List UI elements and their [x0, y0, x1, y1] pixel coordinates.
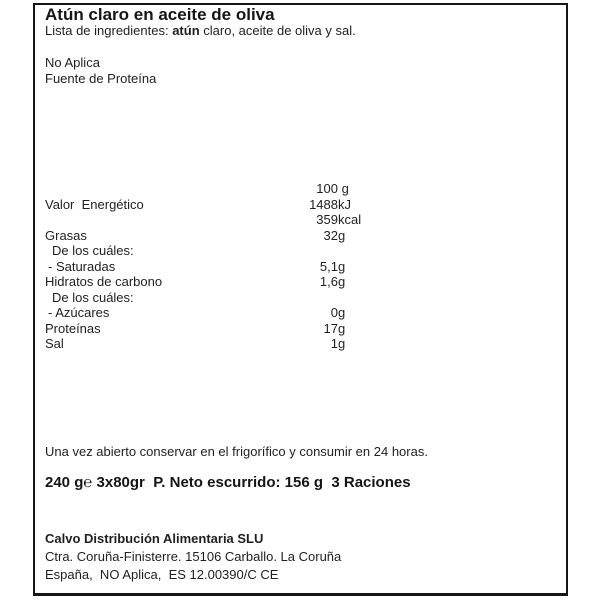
- nutrition-row-sugars: [45, 305, 558, 321]
- nutrition-label: Valor Energético: [45, 196, 144, 212]
- nutrition-label: - Azúcares: [48, 305, 110, 320]
- nutrition-unit: g: [338, 258, 346, 274]
- nutrition-value: 0: [330, 305, 338, 320]
- nutrition-unit: g: [338, 336, 346, 351]
- nutrition-value: 359: [316, 212, 338, 227]
- nutrition-row-carbs: [45, 274, 558, 290]
- nutrition-label: Sal: [45, 336, 64, 351]
- nutrition-unit: g: [338, 274, 346, 289]
- nutrition-row-protein: [45, 321, 558, 337]
- nutrition-unit: g: [338, 227, 346, 243]
- claim-protein-source: Fuente de Proteína: [45, 71, 157, 86]
- ingredients-suffix: claro, aceite de oliva y sal.: [199, 23, 356, 38]
- nutrition-table: [45, 181, 558, 352]
- nutrition-value: 32: [323, 227, 338, 243]
- nutrition-value: 1488: [309, 196, 338, 212]
- ingredients-allergen: atún: [172, 23, 200, 38]
- manufacturer-block: [45, 530, 341, 584]
- net-weight-line: 240 g℮ 3x80gr P. Neto escurrido: 156 g 3 Raciones: [45, 474, 411, 491]
- nutrition-header-value: 100: [316, 181, 338, 196]
- nutrition-label: De los cuáles:: [52, 289, 134, 305]
- nutrition-row-of-which-fat: [45, 243, 558, 259]
- nutrition-row-of-which-carbs: [45, 290, 558, 306]
- nutrition-header-unit: g: [338, 181, 349, 196]
- product-title: Atún claro en aceite de oliva: [45, 5, 275, 24]
- nutrition-unit: kcal: [338, 212, 362, 227]
- nutrition-unit: kJ: [338, 196, 351, 212]
- claim-no-aplica: No Aplica: [45, 55, 100, 70]
- ingredients-line: [45, 23, 356, 39]
- nutrition-row-saturates: [45, 259, 558, 275]
- nutrition-row-energy-kcal: [45, 212, 558, 228]
- nutrition-row-energy: [45, 197, 558, 213]
- nutrition-value: 5,1: [319, 258, 338, 274]
- nutrition-label: De los cuáles:: [52, 243, 134, 258]
- nutrition-label: - Saturadas: [48, 258, 116, 274]
- nutrition-row-fat: [45, 228, 558, 244]
- manufacturer-address: Ctra. Coruña-Finisterre. 15106 Carballo. La Coruña: [45, 549, 342, 564]
- nutrition-label: Proteínas: [45, 320, 101, 336]
- nutrition-label: Grasas: [45, 227, 87, 243]
- nutrition-header-row: [45, 181, 558, 197]
- ingredients-prefix: Lista de ingredientes:: [45, 23, 173, 38]
- nutrition-label: Hidratos de carbono: [45, 274, 163, 289]
- label-border-box: [33, 3, 568, 596]
- nutrition-value: 1,6: [319, 274, 338, 289]
- manufacturer-registration: España, NO Aplica, ES 12.00390/C CE: [45, 567, 279, 582]
- nutrition-row-salt: [45, 336, 558, 352]
- nutrition-unit: g: [338, 320, 346, 336]
- claims-block: [45, 55, 156, 87]
- manufacturer-name: Calvo Distribución Alimentaria SLU: [45, 531, 264, 546]
- nutrition-value: 17: [323, 320, 338, 336]
- storage-note: Una vez abierto conservar en el frigorífico y consumir en 24 horas.: [45, 444, 428, 459]
- nutrition-value: 1: [330, 336, 338, 351]
- nutrition-unit: g: [338, 305, 346, 320]
